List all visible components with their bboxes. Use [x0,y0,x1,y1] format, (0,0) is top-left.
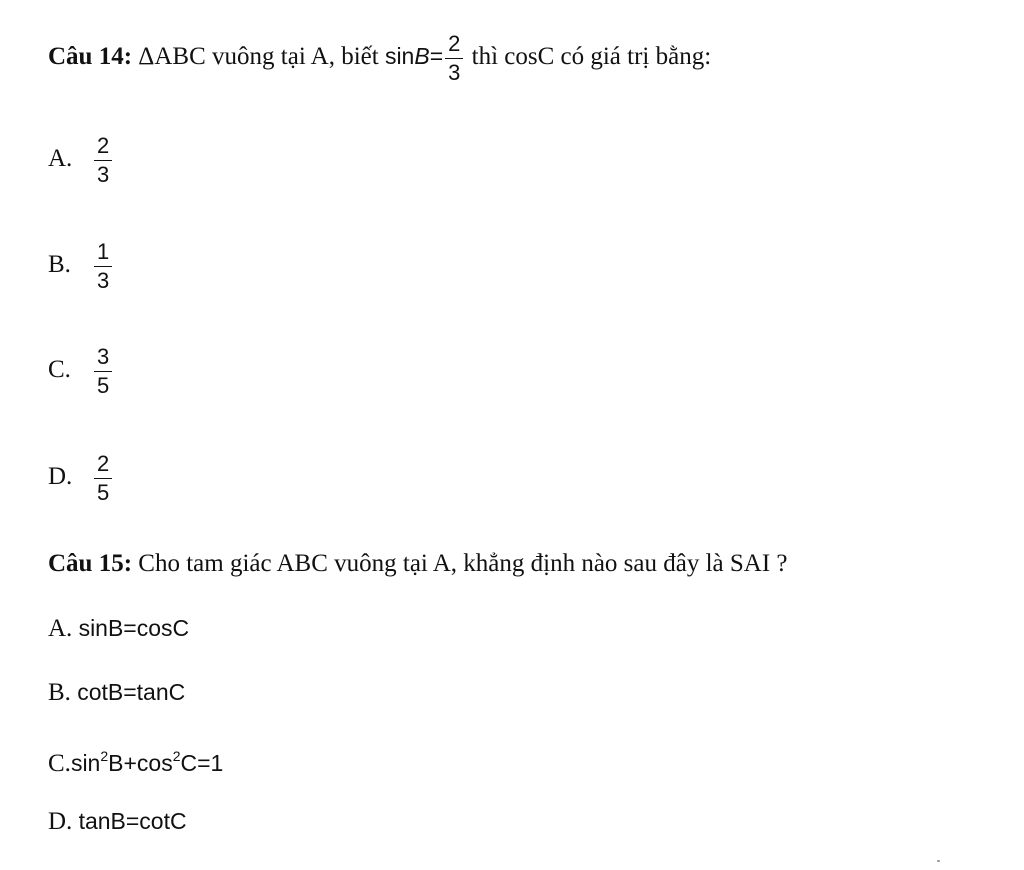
question-15-label: Câu 15: [48,550,133,577]
option-letter: D. [48,463,73,491]
fraction-numerator: 2 [94,134,112,161]
option-letter: C. [48,750,71,777]
question-14-label: Câu 14: [48,43,133,71]
q14-option-b[interactable] [48,240,114,293]
fraction-denominator: 5 [97,480,110,505]
option-letter: B. [48,679,71,706]
exponent: 2 [172,748,181,764]
question-14 [48,32,711,85]
equals-sign: = [429,43,444,70]
fraction-numerator: 1 [94,240,112,267]
fraction-denominator: 3 [448,60,461,85]
option-letter: A. [48,145,73,173]
expr-part: C=1 [180,750,224,776]
option-letter: B. [48,251,71,279]
option-fraction [94,452,112,505]
q14-option-c[interactable] [48,345,114,398]
option-letter: A. [48,615,73,642]
fraction-numerator: 2 [445,32,463,59]
q15-option-a[interactable] [48,613,189,644]
option-fraction [94,134,112,187]
expr-part: sin [70,750,101,776]
q14-option-d[interactable] [48,452,114,505]
q15-option-b[interactable] [48,677,185,708]
fraction-denominator: 3 [97,162,110,187]
question-15 [48,549,788,579]
question-14-prefix: ΔABC vuông tại A, biết [138,43,379,71]
fraction-numerator: 3 [94,345,112,372]
sin-function: sin [384,43,415,70]
question-15-text: Cho tam giác ABC vuông tại A, khẳng định nào sau đây là SAI ? [138,550,788,577]
given-fraction [445,32,463,85]
option-letter: D. [48,808,73,835]
q14-option-a[interactable] [48,134,114,187]
expr-part: B+cos [108,750,173,776]
question-14-suffix: thì cosC có giá trị bằng: [471,43,712,71]
option-fraction [94,240,112,293]
fraction-denominator: 5 [97,373,110,398]
option-text [71,750,223,776]
option-text: sinB=cosC [78,615,190,641]
fraction-denominator: 3 [97,268,110,293]
option-text: tanB=cotC [78,808,187,834]
variable-b: B [414,43,430,70]
q15-option-d[interactable] [48,806,187,837]
option-fraction [94,345,112,398]
q15-option-c[interactable] [48,741,223,779]
exponent: 2 [100,748,109,764]
option-letter: C. [48,356,71,384]
scan-speck [937,860,940,862]
fraction-numerator: 2 [94,452,112,479]
option-text: cotB=tanC [77,679,186,705]
